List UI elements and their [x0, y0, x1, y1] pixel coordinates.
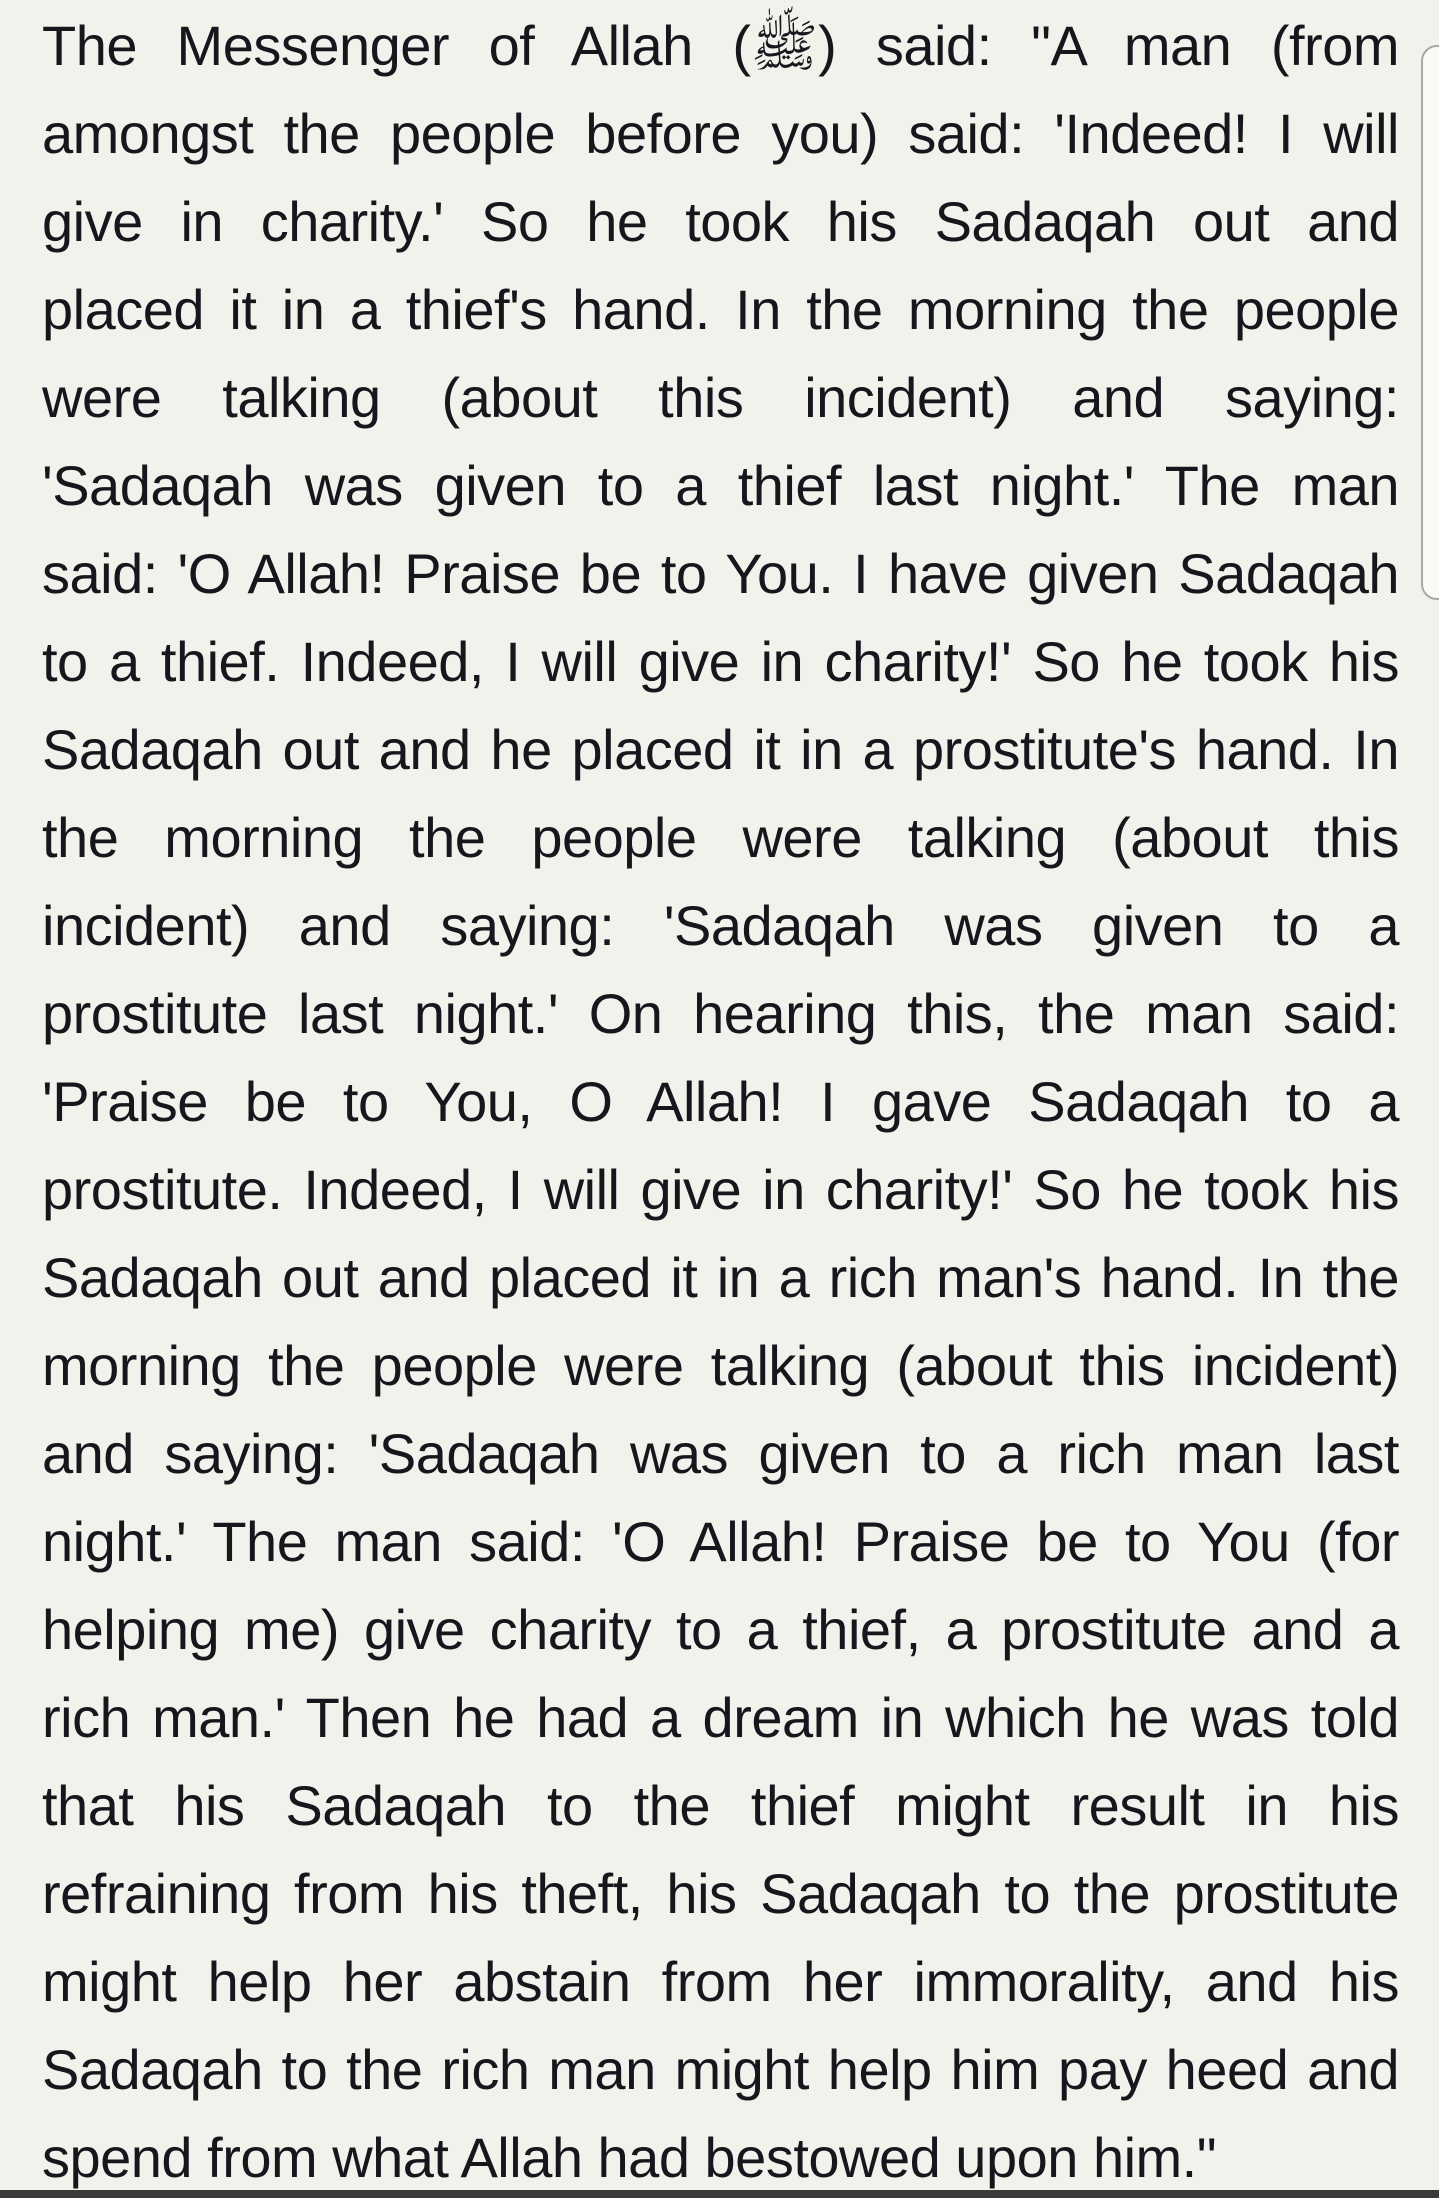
text-line: that his Sadaqah to the thief might result in his — [42, 1774, 1399, 1837]
text-line: Sadaqah to the rich man might help him pay heed and — [42, 2038, 1399, 2101]
text-line: said: 'O Allah! Praise be to You. I have given Sadaqah — [42, 542, 1399, 605]
text-line: rich man.' Then he had a dream in which he was told — [42, 1686, 1399, 1749]
text-line: prostitute. Indeed, I will give in charity!' So he took his — [42, 1158, 1399, 1221]
text-line: give in charity.' So he took his Sadaqah out and — [42, 190, 1399, 253]
text-line: morning the people were talking (about this incident) — [42, 1334, 1399, 1397]
text-line: 'Praise be to You, O Allah! I gave Sadaqah to a — [42, 1070, 1399, 1133]
bottom-bar — [0, 2190, 1439, 2198]
text-line: The Messenger of Allah (ﷺ) said: "A man (from — [42, 14, 1399, 77]
text-line: helping me) give charity to a thief, a prostitute and a — [42, 1598, 1399, 1661]
text-line: amongst the people before you) said: 'Indeed! I will — [42, 102, 1399, 165]
text-line: to a thief. Indeed, I will give in charity!' So he took his — [42, 630, 1399, 693]
text-line: prostitute last night.' On hearing this, the man said: — [42, 982, 1399, 1045]
text-line: were talking (about this incident) and saying: — [42, 366, 1399, 429]
text-line: Sadaqah out and placed it in a rich man's hand. In the — [42, 1246, 1399, 1309]
text-line: Sadaqah out and he placed it in a prostitute's hand. In — [42, 718, 1399, 781]
text-line: 'Sadaqah was given to a thief last night.' The man — [42, 454, 1399, 517]
text-line: night.' The man said: 'O Allah! Praise be to You (for — [42, 1510, 1399, 1573]
text-line: spend from what Allah had bestowed upon him." — [42, 2126, 1217, 2189]
text-line: incident) and saying: 'Sadaqah was given to a — [42, 894, 1399, 957]
text-line: might help her abstain from her immorality, and his — [42, 1950, 1399, 2013]
text-line: placed it in a thief's hand. In the morning the people — [42, 278, 1399, 341]
text-line: and saying: 'Sadaqah was given to a rich man last — [42, 1422, 1399, 1485]
text-line: the morning the people were talking (about this — [42, 806, 1399, 869]
text-line: refraining from his theft, his Sadaqah to the prostitute — [42, 1862, 1399, 1925]
hadith-text — [0, 2, 1439, 2198]
scrollbar-thumb[interactable] — [1421, 45, 1439, 600]
